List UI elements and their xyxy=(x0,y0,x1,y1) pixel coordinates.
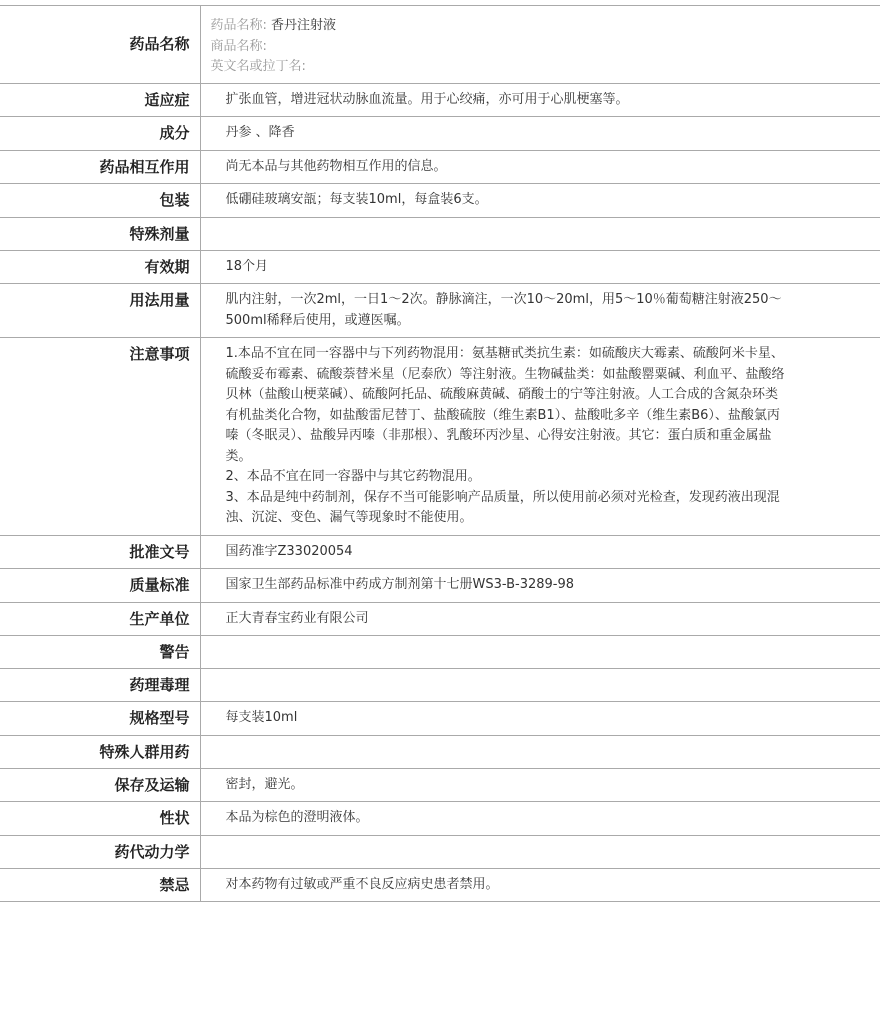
row-value xyxy=(200,284,880,338)
row-warning xyxy=(0,636,880,669)
row-value xyxy=(200,83,880,117)
paragraph: 2、本品不宜在同一容器中与其它药物混用。 xyxy=(225,469,481,484)
row-value xyxy=(200,150,880,184)
paragraph: 尚无本品与其他药物相互作用的信息。 xyxy=(225,158,447,174)
row-label: 注意事项 xyxy=(0,338,200,536)
row-label: 药代动力学 xyxy=(0,835,200,868)
paragraph: 国家卫生部药品标准中药成方制剂第十七册WS3-B-3289-98 xyxy=(225,577,575,592)
row-value xyxy=(200,735,880,768)
drug-info-table xyxy=(0,5,880,902)
row-storage xyxy=(0,768,880,802)
row-label: 成分 xyxy=(0,117,200,151)
row-value xyxy=(200,636,880,669)
paragraph: 密封，避光。 xyxy=(225,776,304,792)
row-label: 保存及运输 xyxy=(0,768,200,802)
row-package xyxy=(0,184,880,218)
row-pharmacokinetics xyxy=(0,835,880,868)
latin-name-line xyxy=(211,57,791,78)
paragraph: 扩张血管，增进冠状动脉血流量。用于心绞痛，亦可用于心肌梗塞等。 xyxy=(225,91,629,107)
row-label: 批准文号 xyxy=(0,535,200,569)
row-usage xyxy=(0,284,880,338)
row-label: 性状 xyxy=(0,802,200,836)
drug-name-details xyxy=(200,6,880,84)
row-label: 警告 xyxy=(0,636,200,669)
paragraph: 正大青春宝药业有限公司 xyxy=(225,610,369,626)
paragraph: 18个月 xyxy=(225,258,269,274)
row-label: 质量标准 xyxy=(0,569,200,603)
row-value xyxy=(200,835,880,868)
row-value xyxy=(200,535,880,569)
drug-info-body xyxy=(0,6,880,902)
paragraph: 3、本品是纯中药制剂，保存不当可能影响产品质量，所以使用前必须对光检查，发现药液出现混浊、沉淀、变色、漏气等现象时不能使用。 xyxy=(225,489,780,525)
row-label: 禁忌 xyxy=(0,868,200,902)
row-indication xyxy=(0,83,880,117)
row-label: 药品名称 xyxy=(0,6,200,84)
row-approval-number xyxy=(0,535,880,569)
paragraph: 1.本品不宜在同一容器中与下列药物混用：氨基糖甙类抗生素：如硫酸庆大霉素、硫酸阿米卡星、硫酸妥布霉素、硫酸萘替米星（尼泰欣）等注射液。生物碱盐类：如盐酸罂粟碱、利血平、盐酸络贝林（盐酸山梗菜碱）、硫酸阿托品、硫酸麻黄碱、硝酸士的宁等注射液。人工合成的含氮杂环类有机盐类化合物，如盐酸雷尼替丁、盐酸硫胺（维生素B1）、盐酸吡多辛（维生素B6）、盐酸氯丙嗪（冬眠灵）、盐酸异丙嗪（非那根）、乳酸环丙沙星、心得安注射液。其它：蛋白质和重金属盐类。 xyxy=(225,346,785,464)
paragraph: 丹参 、降香 xyxy=(225,125,295,140)
row-manufacturer xyxy=(0,602,880,636)
generic-name-key: 药品名称: xyxy=(210,18,267,33)
paragraph: 低硼硅玻璃安瓿；每支装10ml，每盒装6支。 xyxy=(225,192,488,207)
row-label: 特殊剂量 xyxy=(0,217,200,250)
row-special-population xyxy=(0,735,880,768)
row-label: 规格型号 xyxy=(0,702,200,736)
row-value xyxy=(200,702,880,736)
row-value xyxy=(200,802,880,836)
row-contraindications xyxy=(0,868,880,902)
row-label: 生产单位 xyxy=(0,602,200,636)
generic-name-line xyxy=(211,16,791,37)
row-special-dosage xyxy=(0,217,880,250)
row-interactions xyxy=(0,150,880,184)
row-label: 特殊人群用药 xyxy=(0,735,200,768)
row-value xyxy=(200,338,880,536)
row-value xyxy=(200,217,880,250)
row-label: 用法用量 xyxy=(0,284,200,338)
row-value xyxy=(200,569,880,603)
row-description xyxy=(0,802,880,836)
row-value xyxy=(200,250,880,284)
row-label: 有效期 xyxy=(0,250,200,284)
row-value xyxy=(200,669,880,702)
generic-name-value: 香丹注射液 xyxy=(271,18,337,33)
row-specification xyxy=(0,702,880,736)
row-toxicology xyxy=(0,669,880,702)
row-quality-standard xyxy=(0,569,880,603)
row-value xyxy=(200,768,880,802)
row-label: 药理毒理 xyxy=(0,669,200,702)
row-drug-name xyxy=(0,6,880,84)
paragraph: 对本药物有过敏或严重不良反应病史患者禁用。 xyxy=(225,876,499,892)
paragraph: 国药准字Z33020054 xyxy=(225,543,353,559)
trade-name-line xyxy=(211,37,791,58)
paragraph: 肌内注射，一次2ml，一日1～2次。静脉滴注，一次10～20ml，用5～10％葡萄糖注射液250～500ml稀释后使用，或遵医嘱。 xyxy=(225,292,782,328)
row-value xyxy=(200,602,880,636)
paragraph: 本品为棕色的澄明液体。 xyxy=(225,810,369,825)
row-label: 药品相互作用 xyxy=(0,150,200,184)
row-validity xyxy=(0,250,880,284)
paragraph: 每支装10ml xyxy=(225,710,298,725)
row-value xyxy=(200,184,880,218)
row-value xyxy=(200,868,880,902)
row-ingredients xyxy=(0,117,880,151)
row-label: 包装 xyxy=(0,184,200,218)
row-precautions xyxy=(0,338,880,536)
trade-name-key: 商品名称: xyxy=(210,38,267,54)
latin-name-key: 英文名或拉丁名: xyxy=(210,59,306,74)
row-value xyxy=(200,117,880,151)
row-label: 适应症 xyxy=(0,83,200,117)
